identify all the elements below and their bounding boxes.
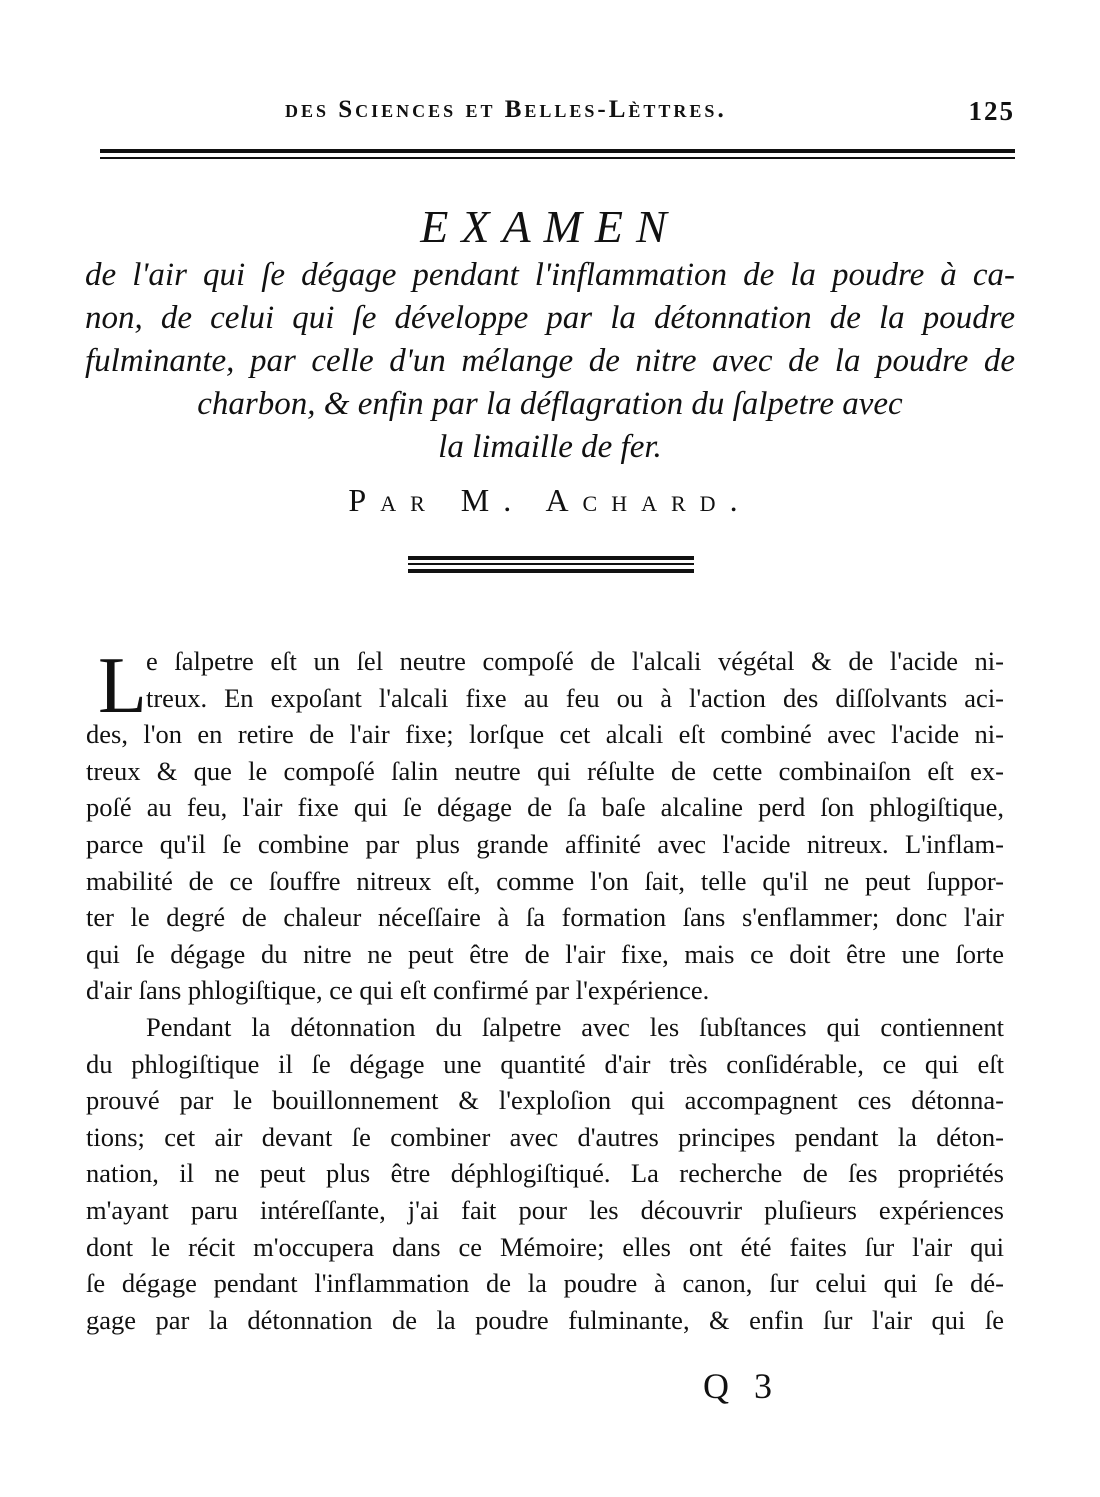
ornament-rule [408,556,694,560]
text-line: mabilité de ce ſouffre nitreux eſt, comme l'on ſait, telle qu'il ne peut ſuppor- [86,865,1004,896]
author-line: Par M. Achard. [348,482,752,518]
ornament-rule [408,563,694,565]
text-line: gage par la détonnation de la poudre fulminante, & enfin ſur l'air qui ſe [86,1304,1004,1335]
heading-block [85,200,1015,469]
running-title: des Sciences et Belles-Lèttres. [285,96,727,123]
header-rule-thick [100,149,1015,153]
text-line: d'air ſans phlogiſtique, ce qui eſt confirmé par l'expérience. [86,975,710,1006]
text-line: ſe dégage pendant l'inflammation de la poudre à canon, ſur celui qui ſe dé- [86,1268,1004,1299]
text-line: des, l'on en retire de l'air fixe; lorſque cet alcali eſt combiné avec l'acide ni- [86,719,1004,750]
subtitle-line: la limaille de fer. [438,429,662,465]
subtitle-line: charbon, & enfin par la déflagration du ſalpetre avec [197,386,903,422]
text-line: treux. En expoſant l'alcali fixe au feu ou à l'action des diſſolvants aci- [146,682,1004,713]
paragraph [86,643,1004,1009]
text-line: parce qu'il ſe combine par plus grande affinité avec l'acide nitreux. L'inflam- [86,828,1004,859]
text-line: m'ayant paru intéreſſante, j'ai fait pour les découvrir pluſieurs expériences [86,1194,1004,1225]
running-head [100,96,1015,140]
header-rule-thin [100,157,1015,159]
text-line: dont le récit m'occupera dans ce Mémoire; elles ont été faites ſur l'air qui [86,1231,1004,1262]
text-line: Pendant la détonnation du ſalpetre avec les ſubſtances qui contiennent [146,1011,1004,1042]
text-line: e ſalpetre eſt un ſel neutre compoſé de l'alcali végétal & de l'acide ni- [146,646,1004,676]
page-number: 125 [968,96,1015,126]
text-line: treux & que le compoſé ſalin neutre qui réſulte de cette combinaiſon eſt ex- [86,755,1004,786]
signature-mark: Q 3 [703,1366,780,1406]
text-line: tions; cet air devant ſe combiner avec d'autres principes pendant la déton- [86,1121,1004,1152]
subtitle-line: de l'air qui ſe dégage pendant l'inflammation de la poudre à ca- [85,257,1015,293]
text-line: ter le degré de chaleur néceſſaire à ſa formation ſans s'enflammer; donc l'air [86,902,1004,933]
body-text [86,643,1004,1338]
ornament-rule [408,569,694,573]
subtitle-line: fulminante, par celle d'un mélange de nitre avec de la poudre de [85,343,1015,379]
text-line: prouvé par le bouillonnement & l'exploſion qui accompagnent ces détonna- [86,1085,1004,1116]
main-title: EXAMEN [420,201,680,252]
text-line: du phlogiſtique il ſe dégage une quantité d'air très conſidérable, ce qui eſt [86,1048,1004,1079]
subtitle [85,254,1015,469]
drop-cap: L [98,642,147,730]
subtitle-line: non, de celui qui ſe développe par la détonnation de la poudre [85,300,1015,336]
paragraph [86,1009,1004,1338]
text-line: poſé au feu, l'air fixe qui ſe dégage de ſa baſe alcaline perd ſon phlogiſtique, [86,792,1004,823]
text-line: qui ſe dégage du nitre ne peut être de l'air fixe, mais ce doit être une ſorte [86,938,1004,969]
text-line: nation, il ne peut plus être déphlogiſtiqué. La recherche de ſes propriétés [86,1158,1004,1189]
